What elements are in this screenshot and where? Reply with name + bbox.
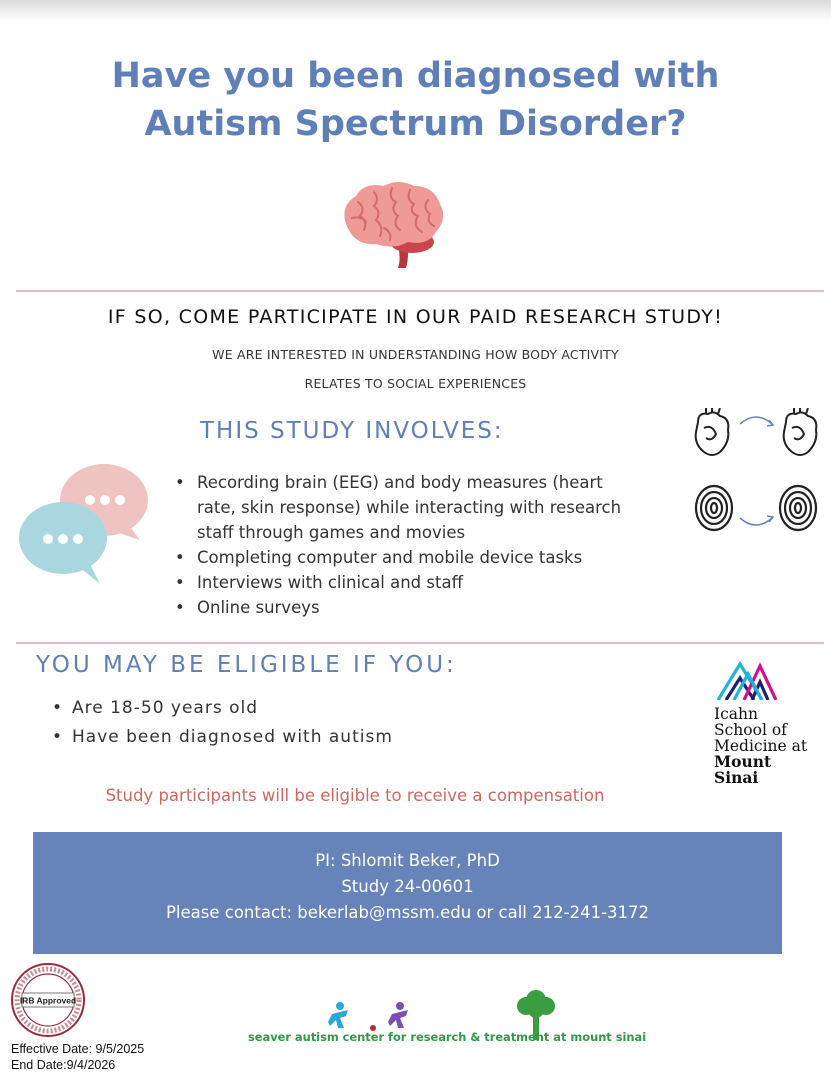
title-line-2: Autism Spectrum Disorder? (144, 104, 687, 144)
institution-line-4: Mount (714, 752, 772, 771)
institution-line-2: School of (714, 721, 787, 739)
divider-middle (16, 642, 824, 644)
irb-seal-icon (10, 962, 86, 1038)
institution-line-3: Medicine at (714, 737, 808, 755)
figure-icon (388, 1002, 408, 1028)
institution-line-1: Icahn (714, 705, 759, 723)
irb-badge-text: IRB Approved (19, 995, 77, 1006)
invite-subline-1: WE ARE INTERESTED IN UNDERSTANDING HOW BODY ACTIVITY (212, 347, 619, 362)
invite-subline-2: RELATES TO SOCIAL EXPERIENCES (304, 376, 527, 391)
end-date: End Date:9/4/2026 (11, 1058, 116, 1072)
divider-top (16, 290, 824, 292)
seaver-center-name: seaver autism center for research & treatment at mount sinai (248, 1030, 647, 1044)
list-item: • Recording brain (EEG) and body measures (heart rate, skin response) while interacting with research staff through games and movies (175, 470, 645, 545)
contact-box (33, 832, 782, 954)
contact-line[interactable]: Please contact: bekerlab@mssm.edu or call 212-241-3172 (165, 903, 650, 922)
page-title (0, 52, 831, 148)
pi-name: PI: Shlomit Beker, PhD (315, 851, 500, 870)
heart-icon (696, 408, 729, 455)
list-item: • Completing computer and mobile device tasks (175, 545, 645, 570)
top-shadow (0, 0, 831, 22)
list-item: • Are 18-50 years old (52, 694, 393, 723)
study-heading: THIS STUDY INVOLVES: (200, 418, 504, 444)
mount-sinai-logo (714, 660, 824, 800)
body-measures-icons (690, 408, 822, 536)
compensation-note: Study participants will be eligible to receive a compensation (105, 786, 605, 805)
list-item: • Have been diagnosed with autism (52, 723, 393, 752)
figure-icon (328, 1002, 348, 1028)
eligibility-list (52, 694, 393, 752)
heart-icon (784, 408, 817, 455)
irb-dates (11, 1041, 144, 1073)
eligibility-heading: YOU MAY BE ELIGIBLE IF YOU: (36, 652, 457, 678)
list-item: • Interviews with clinical and staff (175, 570, 645, 595)
brain-icon (336, 178, 448, 272)
invite-headline: IF SO, COME PARTICIPATE IN OUR PAID RESEARCH STUDY! (107, 306, 724, 328)
fingerprint-icon (780, 486, 816, 530)
speech-bubbles-icon (18, 462, 153, 587)
fingerprint-icon (696, 486, 732, 530)
study-number: Study 24-00601 (341, 877, 474, 896)
study-list (175, 470, 645, 620)
effective-date: Effective Date: 9/5/2025 (11, 1042, 145, 1056)
title-line-1: Have you been diagnosed with (111, 56, 720, 96)
institution-line-5: Sinai (714, 768, 759, 787)
mount-sinai-mark (714, 660, 780, 700)
list-item: • Online surveys (175, 595, 645, 620)
